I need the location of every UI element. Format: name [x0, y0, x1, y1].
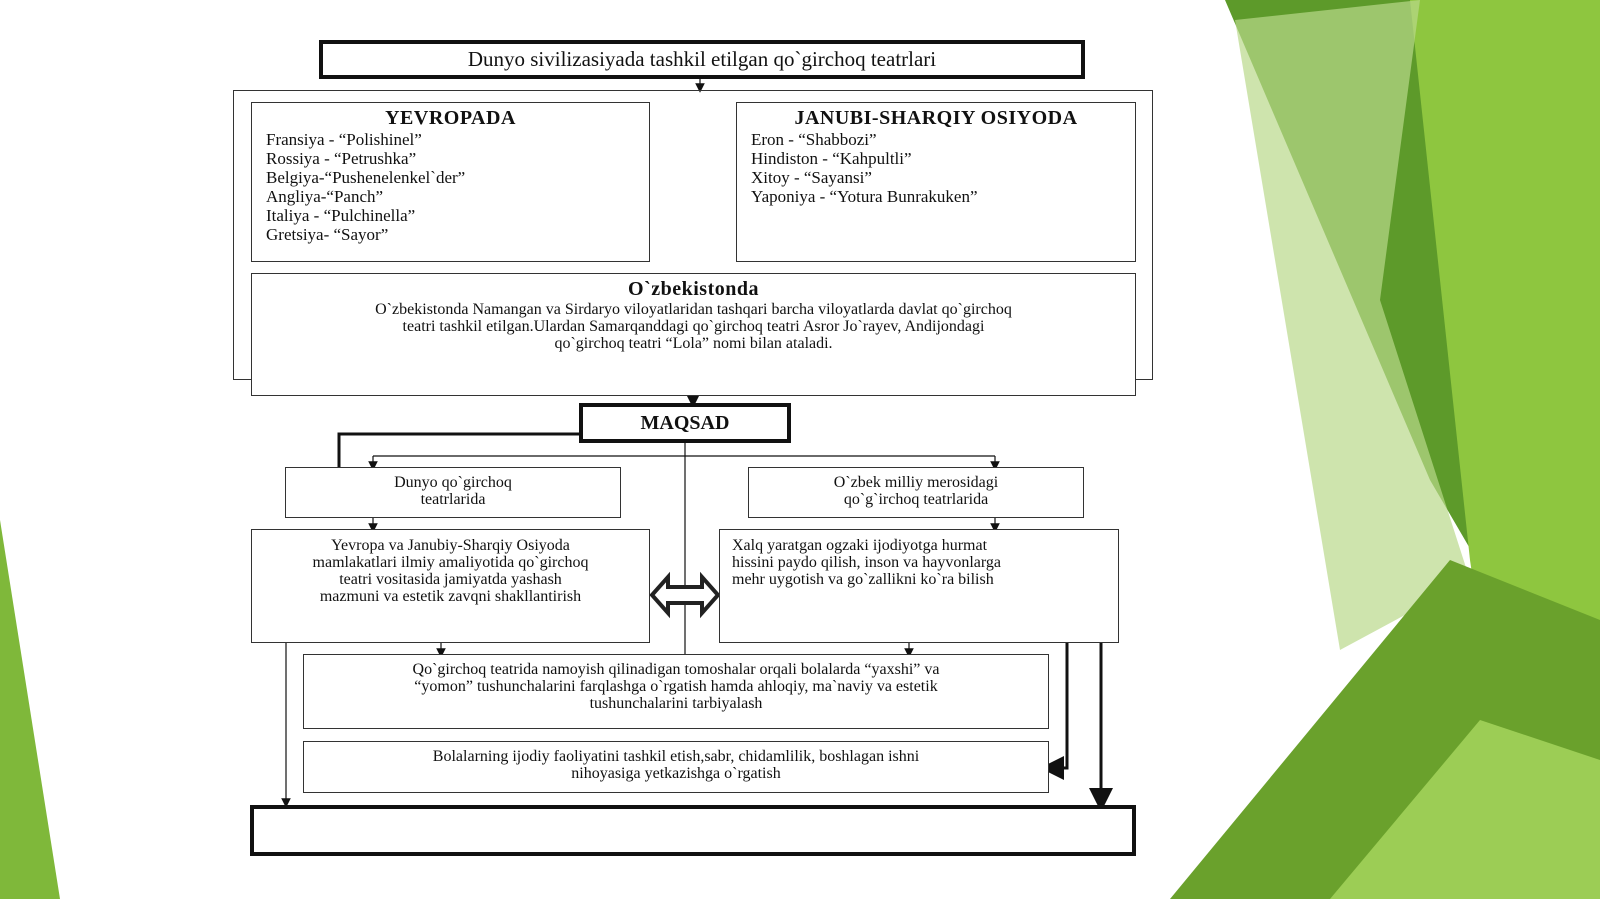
text-line: hissini paydo qilish, inson va hayvonlarga: [732, 554, 1002, 571]
list-item: Yaponiya - “Yotura Bunrakuken”: [751, 187, 978, 206]
text-line: Bolalarning ijodiy faoliyatini tashkil etish,sabr, chidamlilik, boshlagan ishni: [432, 748, 920, 765]
text-line: teatrlarida: [420, 491, 486, 508]
uzbek-theatres-box: [748, 467, 1084, 518]
left-green-shape: [0, 520, 60, 899]
text-line: O`zbekistonda Namangan va Sirdaryo viloyatlaridan tashqari barcha viloyatlarda davlat qo`girchoq: [375, 301, 1012, 318]
list-item: Rossiya - “Petrushka”: [266, 149, 417, 168]
list-item: Hindiston - “Kahpultli”: [751, 149, 912, 168]
diagram-title-box: [319, 40, 1085, 79]
text-line: “yomon” tushunchalarini farqlashga o`rgatish hamda ahloqiy, ma`naviy va estetik: [414, 678, 938, 695]
world-theatres-box: [285, 467, 621, 518]
europe-heading: YEVROPADA: [385, 107, 516, 129]
diagram-title: Dunyo sivilizasiyada tashkil etilgan qo`girchoq teatrlari: [467, 47, 937, 71]
uzbekistan-text: [252, 301, 1135, 352]
uzbekistan-box: [251, 273, 1136, 396]
text-line: mamlakatlari ilmiy amaliyotida qo`girchoq: [312, 554, 589, 571]
text-line: mazmuni va estetik zavqni shakllantirish: [319, 588, 582, 605]
goal-label: MAQSAD: [640, 412, 730, 434]
text-line: Yevropa va Janubiy-Sharqiy Osiyoda: [331, 537, 570, 554]
text-line: teatri tashkil etilgan.Ulardan Samarqanddagi qo`girchoq teatri Asror Jo`rayev, Andijondagi: [402, 318, 985, 335]
list-item: Belgiya-“Pushenelenkel`der”: [266, 168, 466, 187]
text-line: mehr uygotish va go`zallikni ko`ra bilish: [732, 571, 994, 588]
result-box: [250, 805, 1136, 856]
right-light-shape: [1410, 0, 1600, 899]
goal-box: [579, 403, 791, 443]
text-line: nihoyasiga yetkazishga o`rgatish: [571, 765, 781, 782]
uzbekistan-heading: O`zbekistonda: [628, 278, 759, 300]
list-item: Angliya-“Panch”: [266, 187, 384, 206]
europe-box: [251, 102, 650, 262]
text-line: teatri vositasida jamiyatda yashash: [339, 571, 562, 588]
list-item: Eron - “Shabbozi”: [751, 130, 877, 149]
right-pale-shape: [1235, 0, 1470, 650]
bottom-right-light: [1330, 720, 1600, 899]
text-line: qo`g`irchoq teatrlarida: [843, 491, 989, 508]
text-line: qo`girchoq teatri “Lola” nomi bilan ataladi.: [554, 335, 833, 352]
text-line: Xalq yaratgan ogzaki ijodiyotga hurmat: [732, 537, 988, 554]
double-arrow: [652, 577, 718, 613]
left-description-box: [251, 529, 650, 643]
asia-list: [737, 130, 1135, 206]
asia-box: [736, 102, 1136, 262]
right-dark-shape: [1225, 0, 1600, 899]
text-line: O`zbek milliy merosidagi: [833, 474, 999, 491]
asia-heading: JANUBI-SHARQIY OSIYODA: [794, 107, 1078, 129]
creative-goal-box: [303, 741, 1049, 793]
europe-list: [252, 130, 649, 244]
list-item: Fransiya - “Polishinel”: [266, 130, 422, 149]
list-item: Xitoy - “Sayansi”: [751, 168, 872, 187]
text-line: Dunyo qo`girchoq: [394, 474, 512, 491]
text-line: tushunchalarini tarbiyalash: [589, 695, 763, 712]
right-description-box: [719, 529, 1119, 643]
list-item: Italiya - “Pulchinella”: [266, 206, 416, 225]
list-item: Gretsiya- “Sayor”: [266, 225, 389, 244]
puppet-goal-box: [303, 654, 1049, 729]
bottom-right-shape: [1170, 560, 1600, 899]
text-line: Qo`girchoq teatrida namoyish qilinadigan tomoshalar orqali bolalarda “yaxshi” va: [412, 661, 940, 678]
